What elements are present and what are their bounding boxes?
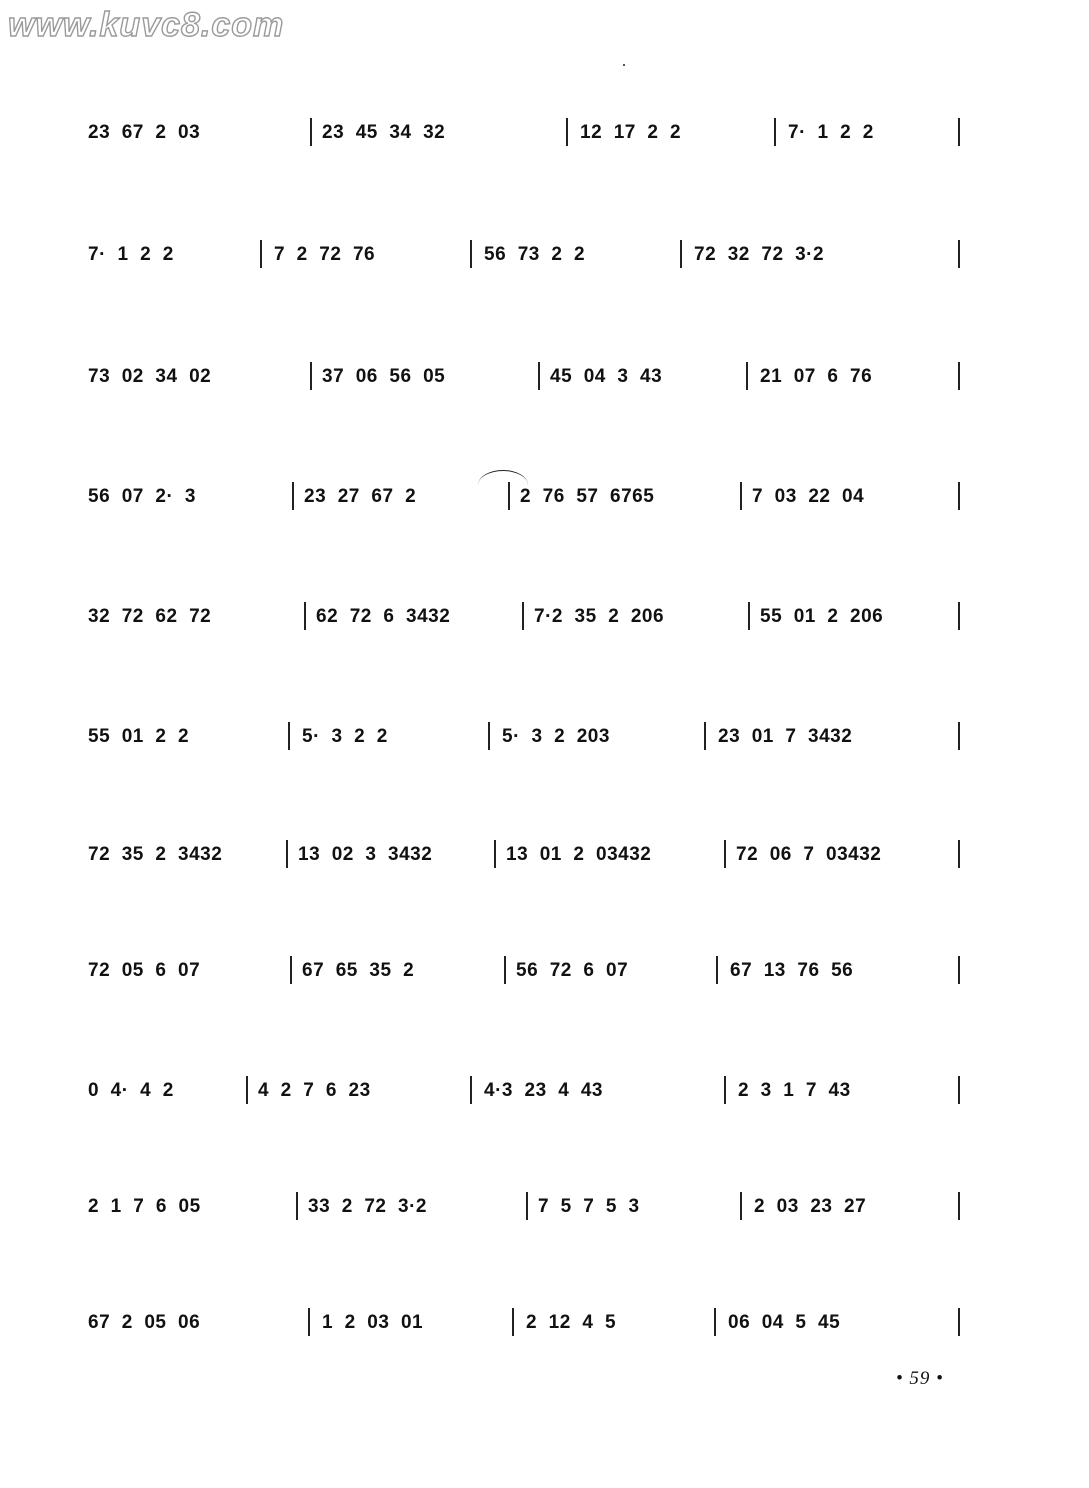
measure-notes: 2 76 57 6765 xyxy=(520,486,655,507)
measure-notes: 7· 1 2 2 xyxy=(88,244,174,265)
measure-notes: 67 2 05 06 xyxy=(88,1312,201,1333)
barline xyxy=(958,1308,960,1336)
barline xyxy=(488,722,490,750)
measure-notes: 12 17 2 2 xyxy=(580,122,682,143)
measure-notes: 67 65 35 2 xyxy=(302,960,415,981)
barline xyxy=(538,362,540,390)
score-line-2 xyxy=(88,236,968,276)
barline xyxy=(724,1076,726,1104)
barline xyxy=(310,118,312,146)
measure-notes: 7 2 72 76 xyxy=(274,244,376,265)
tie-mark xyxy=(478,470,528,485)
measure-notes: 73 02 34 02 xyxy=(88,366,212,387)
barline xyxy=(740,482,742,510)
barline xyxy=(260,240,262,268)
speck xyxy=(623,64,625,66)
measure-notes: 72 05 6 07 xyxy=(88,960,201,981)
barline xyxy=(246,1076,248,1104)
score-line-11 xyxy=(88,1304,968,1344)
measure-notes: 4 2 7 6 23 xyxy=(258,1080,371,1101)
measure-notes: 13 02 3 3432 xyxy=(298,844,433,865)
measure-notes: 56 07 2· 3 xyxy=(88,486,196,507)
barline xyxy=(714,1308,716,1336)
measure-notes: 62 72 6 3432 xyxy=(316,606,451,627)
measure-notes: 72 35 2 3432 xyxy=(88,844,223,865)
measure-notes: 2 1 7 6 05 xyxy=(88,1196,201,1217)
score-line-5 xyxy=(88,598,968,638)
measure-notes: 55 01 2 206 xyxy=(760,606,884,627)
score-line-1 xyxy=(88,114,968,154)
measure-notes: 23 01 7 3432 xyxy=(718,726,853,747)
measure-notes: 45 04 3 43 xyxy=(550,366,663,387)
barline xyxy=(716,956,718,984)
measure-notes: 33 2 72 3·2 xyxy=(308,1196,427,1217)
barline xyxy=(508,482,510,510)
measure-notes: 32 72 62 72 xyxy=(88,606,212,627)
barline xyxy=(288,722,290,750)
barline xyxy=(522,602,524,630)
barline xyxy=(470,240,472,268)
score-line-8 xyxy=(88,952,968,992)
barline xyxy=(512,1308,514,1336)
barline xyxy=(958,482,960,510)
barline xyxy=(304,602,306,630)
measure-notes: 72 06 7 03432 xyxy=(736,844,882,865)
measure-notes: 67 13 76 56 xyxy=(730,960,854,981)
barline xyxy=(308,1308,310,1336)
measure-notes: 5· 3 2 2 xyxy=(302,726,388,747)
barline xyxy=(958,840,960,868)
measure-notes: 7· 1 2 2 xyxy=(788,122,874,143)
barline xyxy=(286,840,288,868)
barline xyxy=(526,1192,528,1220)
barline xyxy=(310,362,312,390)
measure-notes: 21 07 6 76 xyxy=(760,366,873,387)
barline xyxy=(774,118,776,146)
measure-notes: 7 5 7 5 3 xyxy=(538,1196,640,1217)
barline xyxy=(748,602,750,630)
barline xyxy=(958,722,960,750)
score-line-7 xyxy=(88,836,968,876)
measure-notes: 0 4· 4 2 xyxy=(88,1080,174,1101)
site-watermark: www.kuvc8.com xyxy=(8,6,285,44)
measure-notes: 23 45 34 32 xyxy=(322,122,446,143)
measure-notes: 06 04 5 45 xyxy=(728,1312,841,1333)
barline xyxy=(724,840,726,868)
measure-notes: 2 12 4 5 xyxy=(526,1312,617,1333)
measure-notes: 7·2 35 2 206 xyxy=(534,606,665,627)
barline xyxy=(740,1192,742,1220)
barline xyxy=(958,956,960,984)
barline xyxy=(958,240,960,268)
measure-notes: 2 3 1 7 43 xyxy=(738,1080,851,1101)
barline xyxy=(296,1192,298,1220)
barline xyxy=(958,118,960,146)
barline xyxy=(680,240,682,268)
measure-notes: 55 01 2 2 xyxy=(88,726,190,747)
measure-notes: 23 67 2 03 xyxy=(88,122,201,143)
measure-notes: 72 32 72 3·2 xyxy=(694,244,825,265)
barline xyxy=(494,840,496,868)
measure-notes: 37 06 56 05 xyxy=(322,366,446,387)
measure-notes: 13 01 2 03432 xyxy=(506,844,652,865)
barline xyxy=(566,118,568,146)
barline xyxy=(290,956,292,984)
barline xyxy=(704,722,706,750)
barline xyxy=(958,602,960,630)
barline xyxy=(958,362,960,390)
measure-notes: 2 03 23 27 xyxy=(754,1196,867,1217)
score-line-4 xyxy=(88,478,968,518)
score-line-9 xyxy=(88,1072,968,1112)
score-line-3 xyxy=(88,358,968,398)
barline xyxy=(470,1076,472,1104)
measure-notes: 56 73 2 2 xyxy=(484,244,586,265)
measure-notes: 7 03 22 04 xyxy=(752,486,865,507)
measure-notes: 23 27 67 2 xyxy=(304,486,417,507)
measure-notes: 4·3 23 4 43 xyxy=(484,1080,603,1101)
score-line-6 xyxy=(88,718,968,758)
measure-notes: 5· 3 2 203 xyxy=(502,726,610,747)
measure-notes: 56 72 6 07 xyxy=(516,960,629,981)
barline xyxy=(504,956,506,984)
barline xyxy=(958,1076,960,1104)
score-line-10 xyxy=(88,1188,968,1228)
page-number: • 59 • xyxy=(896,1368,944,1389)
barline xyxy=(958,1192,960,1220)
barline xyxy=(746,362,748,390)
measure-notes: 1 2 03 01 xyxy=(322,1312,424,1333)
barline xyxy=(292,482,294,510)
